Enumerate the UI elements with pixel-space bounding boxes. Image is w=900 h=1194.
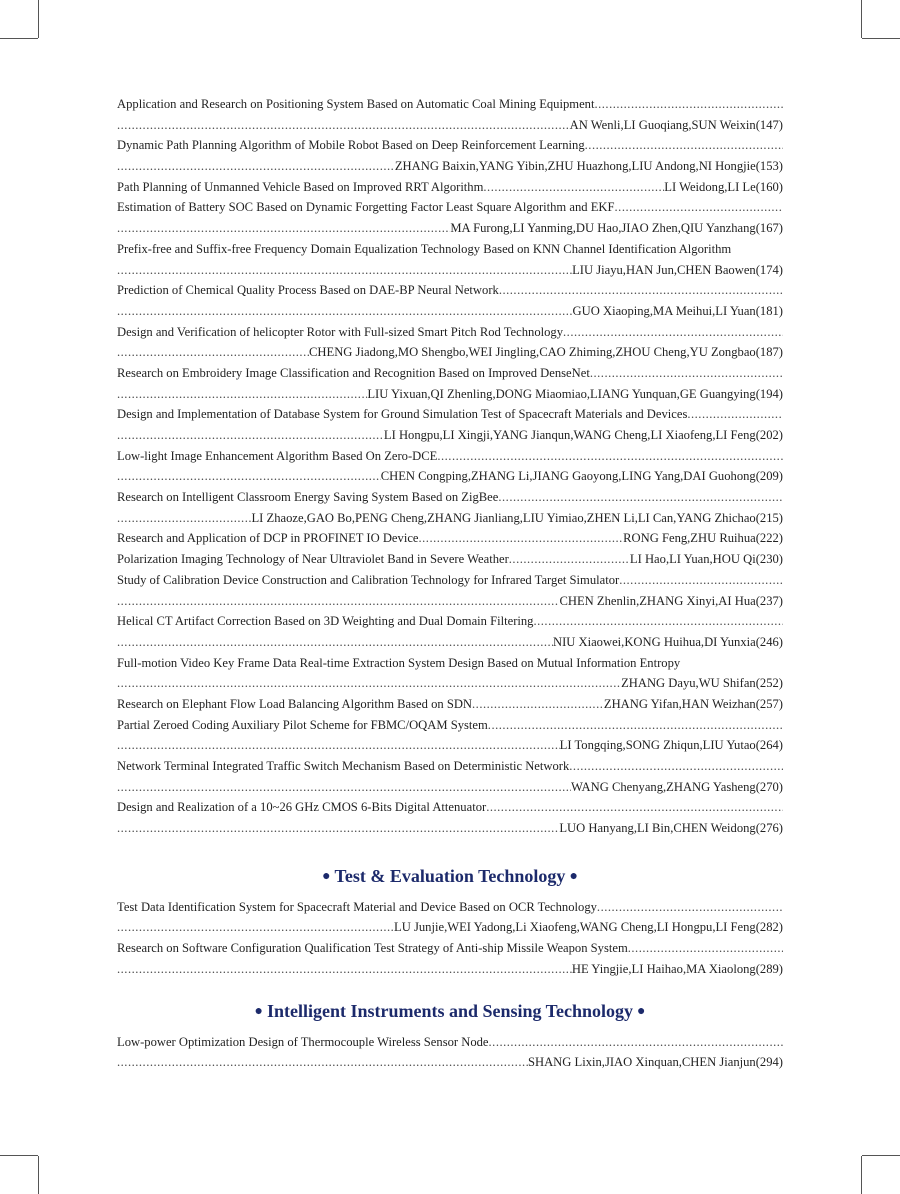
crop-mark xyxy=(0,38,38,39)
leader-dots xyxy=(594,94,783,115)
toc-line: ..... HE Yingjie,LI Haihao,MA Xiaolong(289) xyxy=(117,959,783,980)
leader-dots xyxy=(117,384,367,405)
leader-dots xyxy=(619,570,783,591)
leader-dots xyxy=(117,818,559,839)
toc-line: Research on Embroidery Image Classification and Recognition Based on Improved DenseNet ..... xyxy=(117,363,783,384)
toc-line: Research on Elephant Flow Load Balancing Algorithm Based on SDN ..... ZHANG Yifan,HAN Weizhan(257) xyxy=(117,694,783,715)
leader-dots xyxy=(117,777,571,798)
leader-dots xyxy=(615,197,783,218)
leader-dots xyxy=(509,549,630,570)
section-heading: ● Test & Evaluation Technology ● xyxy=(117,859,783,893)
toc-line: Research and Application of DCP in PROFINET IO Device ..... RONG Feng,ZHU Ruihua(222) xyxy=(117,528,783,549)
leader-dots xyxy=(117,218,450,239)
toc-line: ..... LI Hongpu,LI Xingji,YANG Jianqun,WANG Cheng,LI Xiaofeng,LI Feng(202) xyxy=(117,425,783,446)
leader-dots xyxy=(486,797,783,818)
leader-dots xyxy=(117,508,251,529)
toc-line: Helical CT Artifact Correction Based on 3D Weighting and Dual Domain Filtering ..... xyxy=(117,611,783,632)
leader-dots xyxy=(117,917,394,938)
toc-line: Design and Verification of helicopter Rotor with Full-sized Smart Pitch Rod Technology ..... xyxy=(117,322,783,343)
leader-dots xyxy=(117,301,573,322)
crop-mark xyxy=(862,1155,900,1156)
leader-dots xyxy=(117,735,560,756)
crop-mark xyxy=(861,0,862,38)
toc-line: Dynamic Path Planning Algorithm of Mobile Robot Based on Deep Reinforcement Learning ..... xyxy=(117,135,783,156)
leader-dots xyxy=(117,1052,528,1073)
crop-mark xyxy=(38,1156,39,1194)
leader-dots xyxy=(117,156,395,177)
leader-dots xyxy=(117,959,572,980)
toc-line: Research on Software Configuration Qualification Test Strategy of Anti-ship Missile Weapon System ..... xyxy=(117,938,783,959)
toc-line: ..... MA Furong,LI Yanming,DU Hao,JIAO Zhen,QIU Yanzhang(167) xyxy=(117,218,783,239)
leader-dots xyxy=(628,938,783,959)
leader-dots xyxy=(533,611,783,632)
crop-mark xyxy=(38,0,39,38)
leader-dots xyxy=(117,632,553,653)
leader-dots xyxy=(687,404,783,425)
leader-dots xyxy=(585,135,783,156)
toc-line: ..... ZHANG Dayu,WU Shifan(252) xyxy=(117,673,783,694)
table-of-contents xyxy=(117,94,783,1073)
leader-dots xyxy=(569,756,783,777)
toc-line: ..... LI Tongqing,SONG Zhiqun,LIU Yutao(264) xyxy=(117,735,783,756)
toc-line: Test Data Identification System for Spacecraft Material and Device Based on OCR Technology ..... xyxy=(117,897,783,918)
toc-line: ..... GUO Xiaoping,MA Meihui,LI Yuan(181) xyxy=(117,301,783,322)
crop-mark xyxy=(862,38,900,39)
bullet-icon: ● xyxy=(569,868,578,884)
toc-line: ..... AN Wenli,LI Guoqiang,SUN Weixin(147) xyxy=(117,115,783,136)
toc-line: ..... SHANG Lixin,JIAO Xinquan,CHEN Jianjun(294) xyxy=(117,1052,783,1073)
leader-dots xyxy=(117,115,570,136)
toc-line: ..... LIU Yixuan,QI Zhenling,DONG Miaomiao,LIANG Yunquan,GE Guangying(194) xyxy=(117,384,783,405)
leader-dots xyxy=(472,694,604,715)
toc-line: Network Terminal Integrated Traffic Switch Mechanism Based on Deterministic Network ..... xyxy=(117,756,783,777)
leader-dots xyxy=(590,363,783,384)
leader-dots xyxy=(117,342,309,363)
toc-line: ..... CHENG Jiadong,MO Shengbo,WEI Jingling,CAO Zhiming,ZHOU Cheng,YU Zongbao(187) xyxy=(117,342,783,363)
toc-line: Application and Research on Positioning System Based on Automatic Coal Mining Equipment ..... xyxy=(117,94,783,115)
toc-line: ..... NIU Xiaowei,KONG Huihua,DI Yunxia(246) xyxy=(117,632,783,653)
toc-line: Prediction of Chemical Quality Process Based on DAE-BP Neural Network ..... xyxy=(117,280,783,301)
toc-line: Low-light Image Enhancement Algorithm Based On Zero-DCE ..... xyxy=(117,446,783,467)
crop-mark xyxy=(0,1155,38,1156)
toc-line: ..... LU Junjie,WEI Yadong,Li Xiaofeng,WANG Cheng,LI Hongpu,LI Feng(282) xyxy=(117,917,783,938)
leader-dots xyxy=(419,528,624,549)
leader-dots xyxy=(483,177,664,198)
toc-line: ..... WANG Chenyang,ZHANG Yasheng(270) xyxy=(117,777,783,798)
leader-dots xyxy=(117,260,572,281)
toc-line: Study of Calibration Device Construction and Calibration Technology for Infrared Target Simulator ..... xyxy=(117,570,783,591)
toc-line: ..... CHEN Zhenlin,ZHANG Xinyi,AI Hua(237) xyxy=(117,591,783,612)
toc-line: Low-power Optimization Design of Thermocouple Wireless Sensor Node ..... xyxy=(117,1032,783,1053)
bullet-icon: ● xyxy=(254,1003,263,1019)
bullet-icon: ● xyxy=(322,868,331,884)
crop-mark xyxy=(861,1156,862,1194)
toc-line: ..... LI Zhaoze,GAO Bo,PENG Cheng,ZHANG Jianliang,LIU Yimiao,ZHEN Li,LI Can,YANG Zhichao(215) xyxy=(117,508,783,529)
toc-line: Path Planning of Unmanned Vehicle Based on Improved RRT Algorithm ..... LI Weidong,LI Le(160) xyxy=(117,177,783,198)
leader-dots xyxy=(437,446,783,467)
bullet-icon: ● xyxy=(637,1003,646,1019)
leader-dots xyxy=(117,425,384,446)
toc-line: ..... LIU Jiayu,HAN Jun,CHEN Baowen(174) xyxy=(117,260,783,281)
section-heading: ● Intelligent Instruments and Sensing Technology ● xyxy=(117,994,783,1028)
toc-line: Polarization Imaging Technology of Near Ultraviolet Band in Severe Weather ..... LI Hao,LI Yuan,HOU Qi(230) xyxy=(117,549,783,570)
toc-line: Partial Zeroed Coding Auxiliary Pilot Scheme for FBMC/OQAM System ..... xyxy=(117,715,783,736)
leader-dots xyxy=(499,280,783,301)
toc-line: Design and Implementation of Database System for Ground Simulation Test of Spacecraft Materials and Devices ..... xyxy=(117,404,783,425)
leader-dots xyxy=(117,591,559,612)
toc-line: Estimation of Battery SOC Based on Dynamic Forgetting Factor Least Square Algorithm and EKF ..... xyxy=(117,197,783,218)
toc-line: ..... CHEN Congping,ZHANG Li,JIANG Gaoyong,LING Yang,DAI Guohong(209) xyxy=(117,466,783,487)
leader-dots xyxy=(488,715,783,736)
toc-line: Research on Intelligent Classroom Energy Saving System Based on ZigBee ..... xyxy=(117,487,783,508)
toc-line: Design and Realization of a 10~26 GHz CMOS 6-Bits Digital Attenuator ..... xyxy=(117,797,783,818)
toc-line: ..... LUO Hanyang,LI Bin,CHEN Weidong(276) xyxy=(117,818,783,839)
leader-dots xyxy=(489,1032,783,1053)
leader-dots xyxy=(498,487,783,508)
leader-dots xyxy=(117,673,621,694)
toc-line: Full-motion Video Key Frame Data Real-time Extraction System Design Based on Mutual Information Entropy xyxy=(117,655,681,670)
leader-dots xyxy=(563,322,783,343)
toc-line: ..... ZHANG Baixin,YANG Yibin,ZHU Huazhong,LIU Andong,NI Hongjie(153) xyxy=(117,156,783,177)
leader-dots xyxy=(117,466,381,487)
toc-line: Prefix-free and Suffix-free Frequency Domain Equalization Technology Based on KNN Channel Identification Algorithm xyxy=(117,241,732,256)
leader-dots xyxy=(597,897,783,918)
